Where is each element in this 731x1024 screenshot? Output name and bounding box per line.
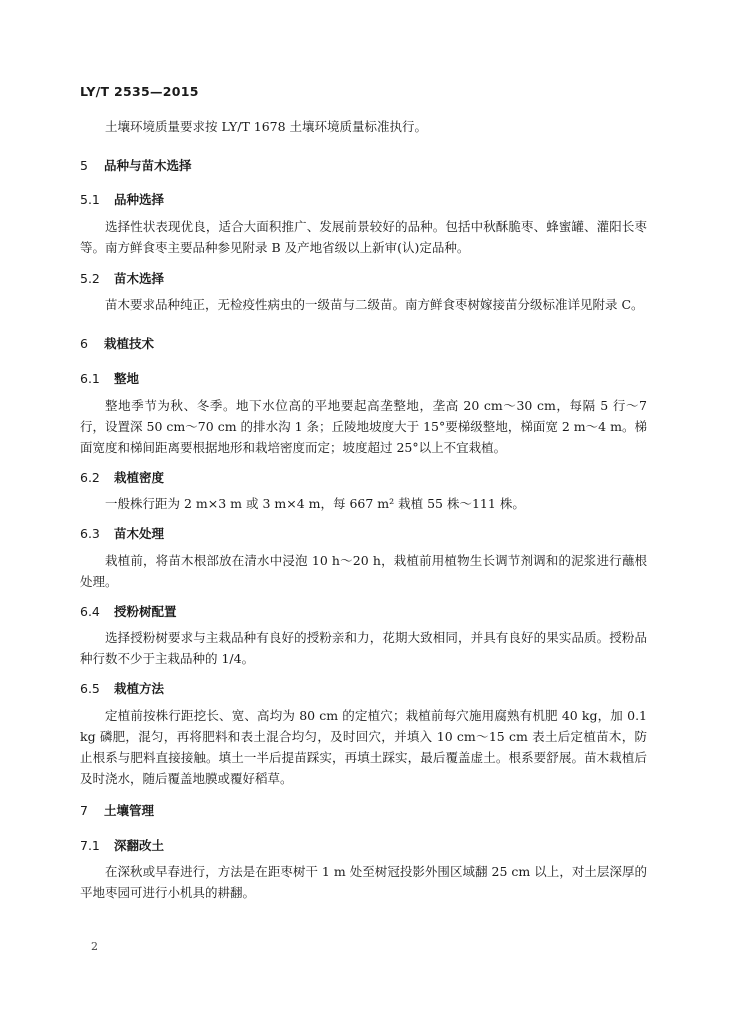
section-5-1-heading (80, 190, 164, 208)
section-6-1-heading (80, 369, 139, 387)
section-number: 6.3 (80, 526, 100, 541)
section-7-heading (80, 801, 154, 819)
section-number: 6.4 (80, 604, 100, 619)
section-number: 6.5 (80, 681, 100, 696)
paragraph-6-2: 一般株行距为 2 m×3 m 或 3 m×4 m，每 667 m² 栽植 55 株～111 株。 (105, 496, 525, 511)
section-title: 苗木选择 (114, 271, 165, 286)
paragraph-7-1: 在深秋或早春进行，方法是在距枣树干 1 m 处至树冠投影外围区域翻 25 cm 以上，对土层深厚的平地枣园可进行小机具的耕翻。 (80, 864, 647, 900)
section-number: 5.2 (80, 271, 100, 286)
section-title: 品种选择 (114, 192, 165, 207)
section-5-2-heading (80, 269, 164, 287)
page-number: 2 (91, 940, 98, 953)
section-6-heading (80, 334, 154, 352)
paragraph-6-1: 整地季节为秋、冬季。地下水位高的平地要起高垄整地，垄高 20 cm～30 cm，每隔 5 行～7 行，设置深 50 cm～70 cm 的排水沟 1 条；丘陵地坡度大于 15°要梯级整地，梯面宽 2 m～4 m。梯面宽度和梯间距离要根据地形和栽培密度而定；坡度超过 25°以上不宜栽植。 (80, 398, 647, 455)
paragraph-5-2: 苗木要求品种纯正，无检疫性病虫的一级苗与二级苗。南方鲜食枣树嫁接苗分级标准详见附录 C。 (105, 297, 644, 312)
paragraph-6-4: 选择授粉树要求与主栽品种有良好的授粉亲和力，花期大致相同，并具有良好的果实品质。授粉品种行数不少于主栽品种的 1/4。 (80, 630, 647, 666)
paragraph-6-5: 定植前按株行距挖长、宽、高均为 80 cm 的定植穴；栽植前每穴施用腐熟有机肥 40 kg，加 0.1 kg 磷肥，混匀，再将肥料和表土混合均匀，及时回穴，并填入 10 cm～15 cm 表土后定植苗木，防止根系与肥料直接接触。填土一半后提苗踩实，再填土踩实，最后覆盖虚土。根系要舒展。苗木栽植后及时浇水，随后覆盖地膜或覆好稻草。 (80, 708, 647, 786)
section-6-3-heading (80, 524, 164, 542)
section-title: 苗木处理 (114, 526, 165, 541)
section-number: 6.1 (80, 371, 100, 386)
section-5-heading (80, 156, 192, 174)
paragraph-6-3: 栽植前，将苗木根部放在清水中浸泡 10 h～20 h，栽植前用植物生长调节剂调和的泥浆进行蘸根处理。 (80, 553, 647, 589)
paragraph-5-1: 选择性状表现优良，适合大面积推广、发展前景较好的品种。包括中秋酥脆枣、蜂蜜罐、灌阳长枣等。南方鲜食枣主要品种参见附录 B 及产地省级以上新审(认)定品种。 (80, 219, 647, 255)
section-title: 栽植技术 (104, 336, 155, 351)
section-number: 6.2 (80, 470, 100, 485)
section-number: 6 (80, 336, 88, 351)
section-title: 品种与苗木选择 (104, 158, 192, 173)
section-6-5-heading (80, 679, 164, 697)
section-6-2-heading (80, 468, 164, 486)
section-title: 深翻改土 (114, 838, 165, 853)
standard-code: LY/T 2535—2015 (80, 84, 199, 99)
section-6-4-heading (80, 602, 177, 620)
section-title: 栽植方法 (114, 681, 165, 696)
section-number: 5 (80, 158, 88, 173)
section-title: 授粉树配置 (114, 604, 177, 619)
section-title: 土壤管理 (104, 803, 155, 818)
paragraph-soil-quality: 土壤环境质量要求按 LY/T 1678 土壤环境质量标准执行。 (105, 119, 428, 134)
section-number: 7.1 (80, 838, 100, 853)
section-title: 整地 (114, 371, 140, 386)
section-7-1-heading (80, 836, 164, 854)
section-title: 栽植密度 (114, 470, 165, 485)
section-number: 7 (80, 803, 88, 818)
section-number: 5.1 (80, 192, 100, 207)
